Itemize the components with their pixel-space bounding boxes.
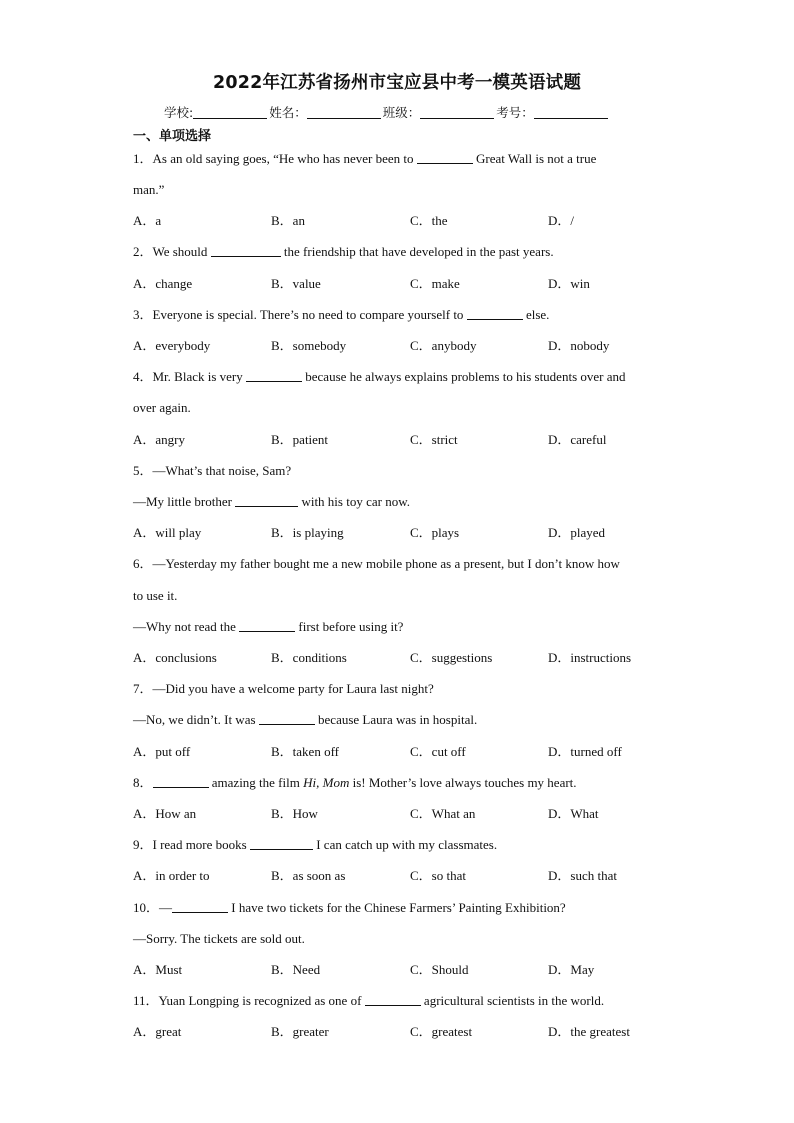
question-4-cont: over again. [133, 400, 191, 415]
question-6-cont: to use it. [133, 588, 178, 603]
question-4: 4．Mr. Black is very because he always explains problems to his students over and [133, 369, 626, 384]
q4-option-d[interactable]: D．careful [548, 432, 607, 447]
q10-option-a[interactable]: A．Must [133, 962, 183, 977]
name-blank[interactable] [307, 106, 381, 119]
q4-option-c[interactable]: C．strict [410, 432, 458, 447]
q8-option-d[interactable]: D．What [548, 806, 599, 821]
q9-option-b[interactable]: B．as soon as [271, 868, 346, 883]
q10-option-d[interactable]: D．May [548, 962, 595, 977]
q2-option-d[interactable]: D．win [548, 276, 590, 291]
question-6: 6．—Yesterday my father bought me a new mobile phone as a present, but I don’t know how [133, 556, 620, 571]
q10-option-b[interactable]: B．Need [271, 962, 321, 977]
q9-option-a[interactable]: A．in order to [133, 868, 210, 883]
answer-blank [417, 152, 473, 164]
q6-option-a[interactable]: A．conclusions [133, 650, 217, 665]
answer-blank [246, 370, 302, 382]
question-10: 10．— I have two tickets for the Chinese Farmers’ Painting Exhibition? [133, 900, 566, 915]
question-1: 1．As an old saying goes, “He who has never been to Great Wall is not a true [133, 151, 597, 166]
q3-option-a[interactable]: A．everybody [133, 338, 211, 353]
answer-blank [172, 901, 228, 913]
q3-option-c[interactable]: C．anybody [410, 338, 477, 353]
q1-option-a[interactable]: A．a [133, 213, 162, 228]
answer-blank [467, 308, 523, 320]
question-11: 11．Yuan Longping is recognized as one of agricultural scientists in the world. [133, 993, 605, 1008]
q11-option-a[interactable]: A．great [133, 1024, 182, 1039]
answer-blank [211, 245, 281, 257]
q4-option-a[interactable]: A．angry [133, 432, 185, 447]
answer-blank [259, 713, 315, 725]
q6-option-b[interactable]: B．conditions [271, 650, 347, 665]
question-6-reply: —Why not read the first before using it? [133, 619, 404, 634]
answer-blank [239, 620, 295, 632]
q2-option-c[interactable]: C．make [410, 276, 460, 291]
q7-option-b[interactable]: B．taken off [271, 744, 339, 759]
answer-blank [250, 838, 313, 850]
student-info-row [164, 103, 610, 121]
question-10-reply: —Sorry. The tickets are sold out. [133, 931, 305, 946]
q9-option-c[interactable]: C．so that [410, 868, 466, 883]
question-8: 8． amazing the film Hi, Mom is! Mother’s love always touches my heart. [133, 775, 577, 790]
question-9: 9．I read more books I can catch up with my classmates. [133, 837, 498, 852]
q4-option-b[interactable]: B．patient [271, 432, 329, 447]
q7-option-c[interactable]: C．cut off [410, 744, 466, 759]
section-heading: 一、单项选择 [133, 129, 212, 144]
question-2: 2．We should the friendship that have developed in the past years. [133, 244, 554, 259]
q3-option-d[interactable]: D．nobody [548, 338, 610, 353]
q8-option-c[interactable]: C．What an [410, 806, 476, 821]
question-7-reply: —No, we didn’t. It was because Laura was in hospital. [133, 712, 478, 727]
q1-option-c[interactable]: C．the [410, 213, 448, 228]
q5-option-d[interactable]: D．played [548, 525, 606, 540]
q5-option-c[interactable]: C．plays [410, 525, 460, 540]
q8-option-a[interactable]: A．How an [133, 806, 197, 821]
question-7: 7．—Did you have a welcome party for Laura last night? [133, 681, 434, 696]
q10-option-c[interactable]: C．Should [410, 962, 469, 977]
school-label: 学校: [164, 105, 194, 120]
answer-blank [235, 495, 298, 507]
q11-option-d[interactable]: D．the greatest [548, 1024, 630, 1039]
question-1-cont: man.” [133, 182, 165, 197]
q5-option-b[interactable]: B．is playing [271, 525, 344, 540]
film-title: Hi, Mom [303, 775, 350, 790]
q7-option-a[interactable]: A．put off [133, 744, 191, 759]
name-label: 姓名： [269, 105, 307, 120]
q6-option-c[interactable]: C．suggestions [410, 650, 493, 665]
class-blank[interactable] [420, 106, 494, 119]
q8-option-b[interactable]: B．How [271, 806, 318, 821]
page-title: 2022年江苏省扬州市宝应县中考一模英语试题 [212, 73, 582, 93]
q2-option-a[interactable]: A．change [133, 276, 193, 291]
q7-option-d[interactable]: D．turned off [548, 744, 622, 759]
q5-option-a[interactable]: A．will play [133, 525, 202, 540]
class-label: 班级： [382, 105, 421, 120]
q11-option-b[interactable]: B．greater [271, 1024, 329, 1039]
q6-option-d[interactable]: D．instructions [548, 650, 632, 665]
q2-option-b[interactable]: B．value [271, 276, 321, 291]
q1-option-b[interactable]: B．an [271, 213, 305, 228]
answer-blank [365, 994, 421, 1006]
school-blank[interactable] [193, 106, 267, 119]
question-5: 5．—What’s that noise, Sam? [133, 463, 292, 478]
answer-blank [153, 776, 209, 788]
q3-option-b[interactable]: B．somebody [271, 338, 347, 353]
q11-option-c[interactable]: C．greatest [410, 1024, 473, 1039]
q1-option-d[interactable]: D．/ [548, 213, 575, 228]
question-3: 3．Everyone is special. There’s no need to compare yourself to else. [133, 307, 550, 322]
number-label: 考号： [496, 105, 534, 120]
q9-option-d[interactable]: D．such that [548, 868, 617, 883]
number-blank[interactable] [534, 106, 608, 119]
question-5-reply: —My little brother with his toy car now. [133, 494, 410, 509]
